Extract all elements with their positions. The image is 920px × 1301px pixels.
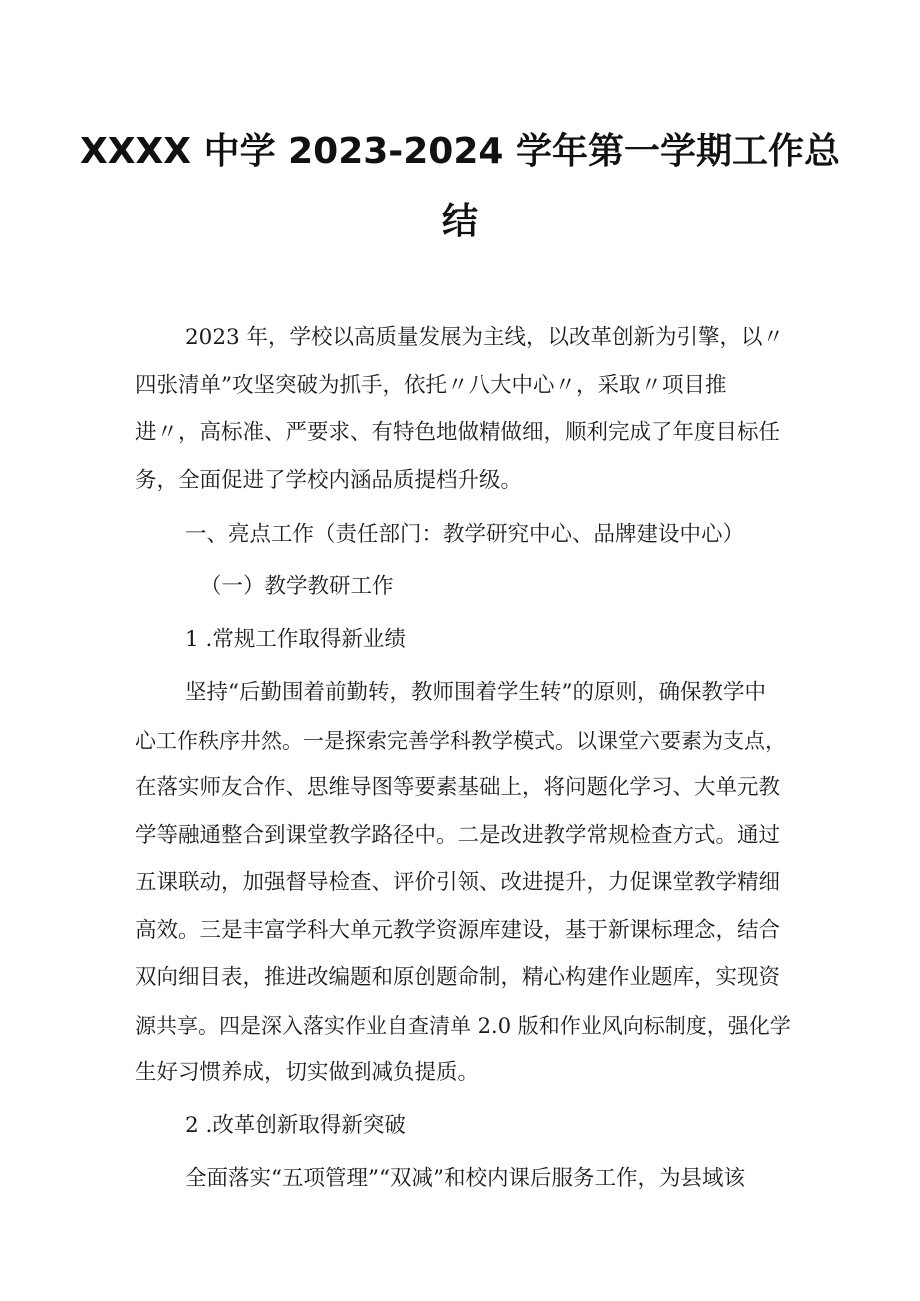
section-heading: 一、亮点工作（责任部门：教学研究中心、品牌建设中心） xyxy=(185,522,745,547)
item1-body-line: 双向细目表，推进改编题和原创题命制，精心构建作业题库，实现资 xyxy=(135,965,781,990)
item-heading: 2 .改革创新取得新突破 xyxy=(185,1113,406,1138)
item1-body-line: 源共享。四是深入落实作业自查清单 2.0 版和作业风向标制度，强化学 xyxy=(135,1014,791,1038)
intro-line: 进〃，高标准、严要求、有特色地做精做细，顺利完成了年度目标任 xyxy=(135,420,781,445)
item1-body-line: 高效。三是丰富学科大单元教学资源库建设，基于新课标理念，结合 xyxy=(135,918,781,943)
item1-body-line: 在落实师友合作、思维导图等要素基础上，将问题化学习、大单元教 xyxy=(135,775,781,800)
item1-body-line: 学等融通整合到课堂教学路径中。二是改进教学常规检查方式。通过 xyxy=(135,823,781,848)
item1-body-line: 五课联动，加强督导检查、评价引领、改进提升，力促课堂教学精细 xyxy=(135,870,781,895)
item1-body-line: 生好习惯养成，切实做到减负提质。 xyxy=(135,1060,480,1085)
intro-line: 务，全面促进了学校内涵品质提档升级。 xyxy=(135,468,523,493)
intro-line: 四张清单”攻坚突破为抓手，依托〃八大中心〃，采取〃项目推 xyxy=(135,373,727,398)
item2-body-line: 全面落实“五项管理”“双减”和校内课后服务工作，为县域该 xyxy=(185,1166,745,1191)
document-title-line-2: 结 xyxy=(441,201,478,242)
item1-body-line: 坚持“后勤围着前勤转，教师围着学生转”的原则，确保教学中 xyxy=(185,680,766,705)
subsection-heading: （一）教学教研工作 xyxy=(200,574,394,599)
item-heading: 1 .常规工作取得新业绩 xyxy=(185,627,406,652)
document-title-line-1: XXXX 中学 2023-2024 学年第一学期工作总 xyxy=(80,131,840,172)
item1-body-line: 心工作秩序井然。一是探索完善学科教学模式。以课堂六要素为支点， xyxy=(135,729,786,753)
intro-line: 2023 年，学校以高质量发展为主线，以改革创新为引擎，以〃 xyxy=(185,325,785,350)
